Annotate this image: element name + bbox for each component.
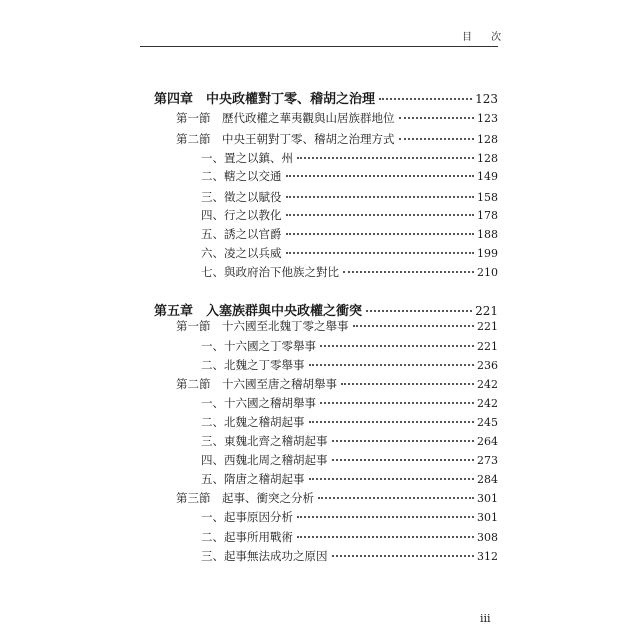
- toc-entry-title: 第三節 起事、衝突之分析: [176, 491, 314, 505]
- toc-entry-page: 178: [477, 209, 498, 222]
- dot-leader: [379, 98, 472, 100]
- toc-item: [201, 529, 498, 545]
- toc-section: [176, 318, 498, 334]
- toc-item: [201, 357, 498, 373]
- toc-entry-title: 二、起事所用戰術: [201, 530, 293, 544]
- toc-entry-title: 第一節 歷代政權之華夷觀與山居族群地位: [176, 111, 395, 125]
- toc-entry-page: 245: [477, 416, 498, 429]
- toc-entry-title: 第五章 入塞族群與中央政權之衝突: [154, 304, 363, 319]
- toc-chapter: [154, 300, 498, 319]
- toc-entry-title: 二、轄之以交通: [201, 169, 282, 183]
- toc-item: [201, 509, 498, 525]
- dot-leader: [332, 459, 475, 461]
- toc-entry-page: 312: [477, 550, 498, 563]
- toc-item: [201, 264, 498, 280]
- toc-entry-title: 第二節 十六國至唐之稽胡舉事: [176, 377, 337, 391]
- toc-item: [201, 471, 498, 487]
- toc-entry-page: 158: [477, 191, 498, 204]
- toc-section: [176, 376, 498, 392]
- toc-entry-title: 二、北魏之稽胡起事: [201, 415, 305, 429]
- dot-leader: [286, 175, 475, 177]
- dot-leader: [399, 117, 475, 119]
- toc-entry-title: 一、置之以鎮、州: [201, 151, 293, 165]
- toc-item: [201, 189, 498, 205]
- toc-entry-title: 三、徵之以賦役: [201, 190, 282, 204]
- toc-entry-page: 128: [477, 152, 498, 165]
- toc-chapter: [154, 88, 498, 107]
- toc-item: [201, 452, 498, 468]
- toc-entry-page: 221: [477, 340, 498, 353]
- toc-entry-title: 三、東魏北齊之稽胡起事: [201, 434, 328, 448]
- toc-entry-title: 三、起事無法成功之原因: [201, 549, 328, 563]
- dot-leader: [297, 157, 474, 159]
- toc-entry-page: 188: [477, 228, 498, 241]
- dot-leader: [309, 364, 475, 366]
- toc-entry-title: 五、隋唐之稽胡起事: [201, 472, 305, 486]
- toc-entry-title: 二、北魏之丁零舉事: [201, 358, 305, 372]
- dot-leader: [353, 325, 475, 327]
- dot-leader: [309, 478, 475, 480]
- toc-entry-page: 284: [477, 473, 498, 486]
- toc-item: [201, 207, 498, 223]
- toc-entry-title: 七、與政府治下他族之對比: [201, 265, 339, 279]
- toc-item: [201, 395, 498, 411]
- dot-leader: [286, 233, 475, 235]
- toc-item: [201, 226, 498, 242]
- toc-entry-page: 149: [477, 170, 498, 183]
- toc-entry-page: 242: [477, 397, 498, 410]
- dot-leader: [297, 536, 474, 538]
- dot-leader: [309, 421, 475, 423]
- toc-entry-page: 210: [477, 266, 498, 279]
- toc-section: [176, 131, 498, 147]
- dot-leader: [286, 252, 475, 254]
- page-number: iii: [480, 612, 491, 625]
- toc-entry-title: 五、誘之以官爵: [201, 227, 282, 241]
- dot-leader: [318, 497, 474, 499]
- toc-entry-page: 236: [477, 359, 498, 372]
- dot-leader: [286, 196, 475, 198]
- toc-entry-title: 第一節 十六國至北魏丁零之舉事: [176, 319, 349, 333]
- toc-entry-page: 123: [475, 92, 498, 106]
- toc-entry-page: 242: [477, 378, 498, 391]
- toc-item: [201, 548, 498, 564]
- toc-entry-page: 199: [477, 247, 498, 260]
- toc-entry-title: 四、西魏北周之稽胡起事: [201, 453, 328, 467]
- toc-entry-title: 六、凌之以兵威: [201, 246, 282, 260]
- dot-leader: [332, 440, 475, 442]
- toc-entry-page: 264: [477, 435, 498, 448]
- toc-entry-page: 301: [477, 492, 498, 505]
- toc-entry-page: 128: [477, 133, 498, 146]
- toc-entry-title: 第二節 中央王朝對丁零、稽胡之治理方式: [176, 132, 395, 146]
- toc-entry-page: 221: [477, 320, 498, 333]
- dot-leader: [399, 138, 475, 140]
- toc-item: [201, 433, 498, 449]
- dot-leader: [332, 555, 475, 557]
- dot-leader: [320, 402, 474, 404]
- toc-entry-page: 221: [475, 304, 498, 318]
- toc-entry-title: 一、起事原因分析: [201, 510, 293, 524]
- toc-section: [176, 110, 498, 126]
- dot-leader: [297, 516, 474, 518]
- toc-entry-page: 301: [477, 511, 498, 524]
- toc-entry-title: 一、十六國之稽胡舉事: [201, 396, 316, 410]
- toc-entry-page: 123: [477, 112, 498, 125]
- toc-item: [201, 168, 498, 184]
- toc-section: [176, 490, 498, 506]
- dot-leader: [366, 310, 472, 312]
- toc-item: [201, 414, 498, 430]
- toc-item: [201, 150, 498, 166]
- toc-entry-title: 四、行之以教化: [201, 208, 282, 222]
- toc-item: [201, 245, 498, 261]
- toc-entry-page: 273: [477, 454, 498, 467]
- toc-item: [201, 338, 498, 354]
- toc-entry-title: 一、十六國之丁零舉事: [201, 339, 316, 353]
- dot-leader: [286, 214, 475, 216]
- running-header: 目 次: [462, 32, 510, 43]
- toc-entry-title: 第四章 中央政權對丁零、稽胡之治理: [154, 92, 376, 107]
- toc-entry-page: 308: [477, 531, 498, 544]
- dot-leader: [343, 271, 474, 273]
- dot-leader: [320, 345, 474, 347]
- dot-leader: [341, 383, 474, 385]
